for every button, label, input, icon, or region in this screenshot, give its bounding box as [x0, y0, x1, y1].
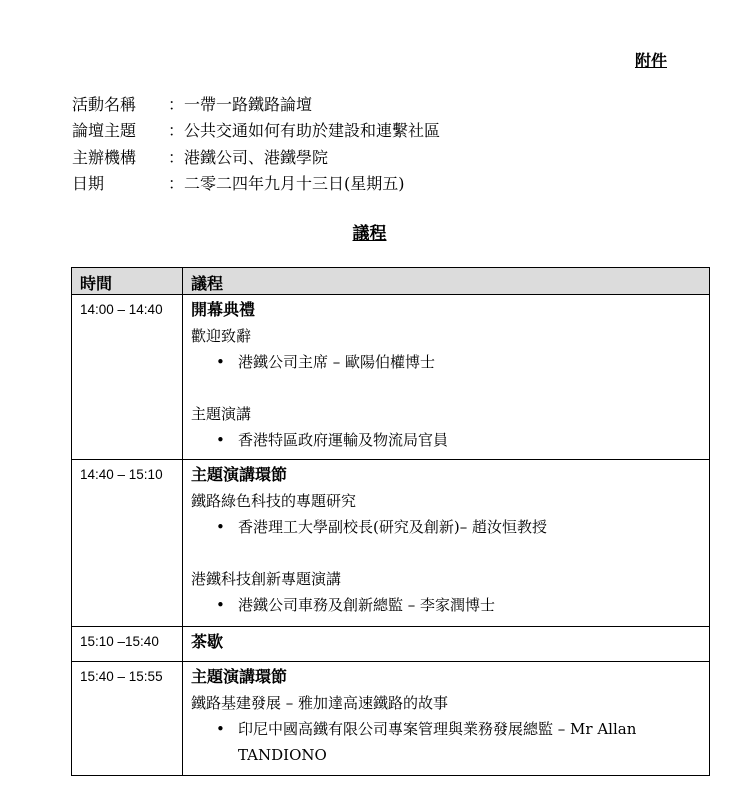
bullet-icon: • [216, 431, 225, 449]
sub-title: 港鐵科技創新專題演講 [191, 570, 342, 588]
time-cell: 14:00 – 14:40 [72, 295, 183, 460]
speaker: 港鐵公司主席 – 歐陽伯權博士 [238, 353, 436, 371]
info-row-date [72, 170, 440, 197]
info-value: 二零二四年九月十三日(星期五) [184, 174, 405, 194]
agenda-title: 議程 [352, 224, 387, 244]
agenda-cell [183, 295, 710, 460]
event-info [72, 90, 440, 196]
sub-title: 主題演講 [191, 405, 252, 423]
table-row [72, 295, 710, 460]
header-time: 時間 [72, 268, 183, 295]
time-cell: 15:10 –15:40 [72, 627, 183, 662]
section-title: 主題演講環節 [191, 465, 288, 484]
info-value: 港鐵公司、港鐵學院 [184, 147, 329, 167]
bullet-icon: • [216, 596, 225, 614]
header-agenda: 議程 [183, 268, 710, 295]
time-cell: 14:40 – 15:10 [72, 460, 183, 627]
sub-title: 鐵路綠色科技的專題研究 [191, 492, 357, 510]
sub-title: 鐵路基建發展 – 雅加達高速鐵路的故事 [191, 694, 449, 712]
agenda-cell [183, 662, 710, 776]
info-row-theme [72, 117, 440, 144]
speaker: 港鐵公司車務及創新總監 – 李家潤博士 [238, 596, 496, 614]
bullet-icon: • [216, 720, 225, 738]
annex-label: 附件 [634, 51, 667, 70]
info-value: 公共交通如何有助於建設和連繫社區 [184, 121, 441, 141]
bullet-icon: • [216, 353, 225, 371]
table-row [72, 627, 710, 662]
bullet-icon: • [216, 518, 225, 536]
agenda-cell [183, 460, 710, 627]
info-colon: ： [168, 174, 185, 194]
speaker-bullet [191, 349, 701, 375]
speaker: 香港理工大學副校長(研究及創新)– 趙汝恒教授 [238, 518, 547, 536]
table-row [72, 460, 710, 627]
sub-title: 歡迎致辭 [191, 327, 252, 345]
info-value: 一帶一路鐵路論壇 [184, 94, 313, 114]
info-label: 活動名稱 [72, 94, 137, 114]
table-header-row [72, 268, 710, 295]
info-label: 主辦機構 [72, 147, 137, 167]
speaker-bullet [191, 592, 701, 618]
time-cell: 15:40 – 15:55 [72, 662, 183, 776]
speaker-bullet [191, 427, 701, 453]
speaker-bullet [191, 514, 701, 540]
section-title: 主題演講環節 [191, 667, 288, 686]
speaker-bullet [191, 716, 701, 768]
agenda-table [71, 267, 710, 776]
info-colon: ： [168, 94, 185, 114]
info-row-event-name [72, 90, 440, 117]
agenda-cell [183, 627, 710, 662]
info-row-organizer [72, 143, 440, 170]
info-label: 論壇主題 [72, 121, 137, 141]
table-row [72, 662, 710, 776]
speaker: 香港特區政府運輸及物流局官員 [238, 431, 449, 449]
section-title: 開幕典禮 [191, 300, 256, 319]
section-title: 茶歇 [191, 632, 224, 651]
info-colon: ： [168, 147, 185, 167]
speaker: 印尼中國高鐵有限公司專案管理與業務發展總監 – Mr Allan TANDIONO [238, 720, 637, 764]
info-colon: ： [168, 121, 185, 141]
info-label: 日期 [72, 174, 105, 194]
